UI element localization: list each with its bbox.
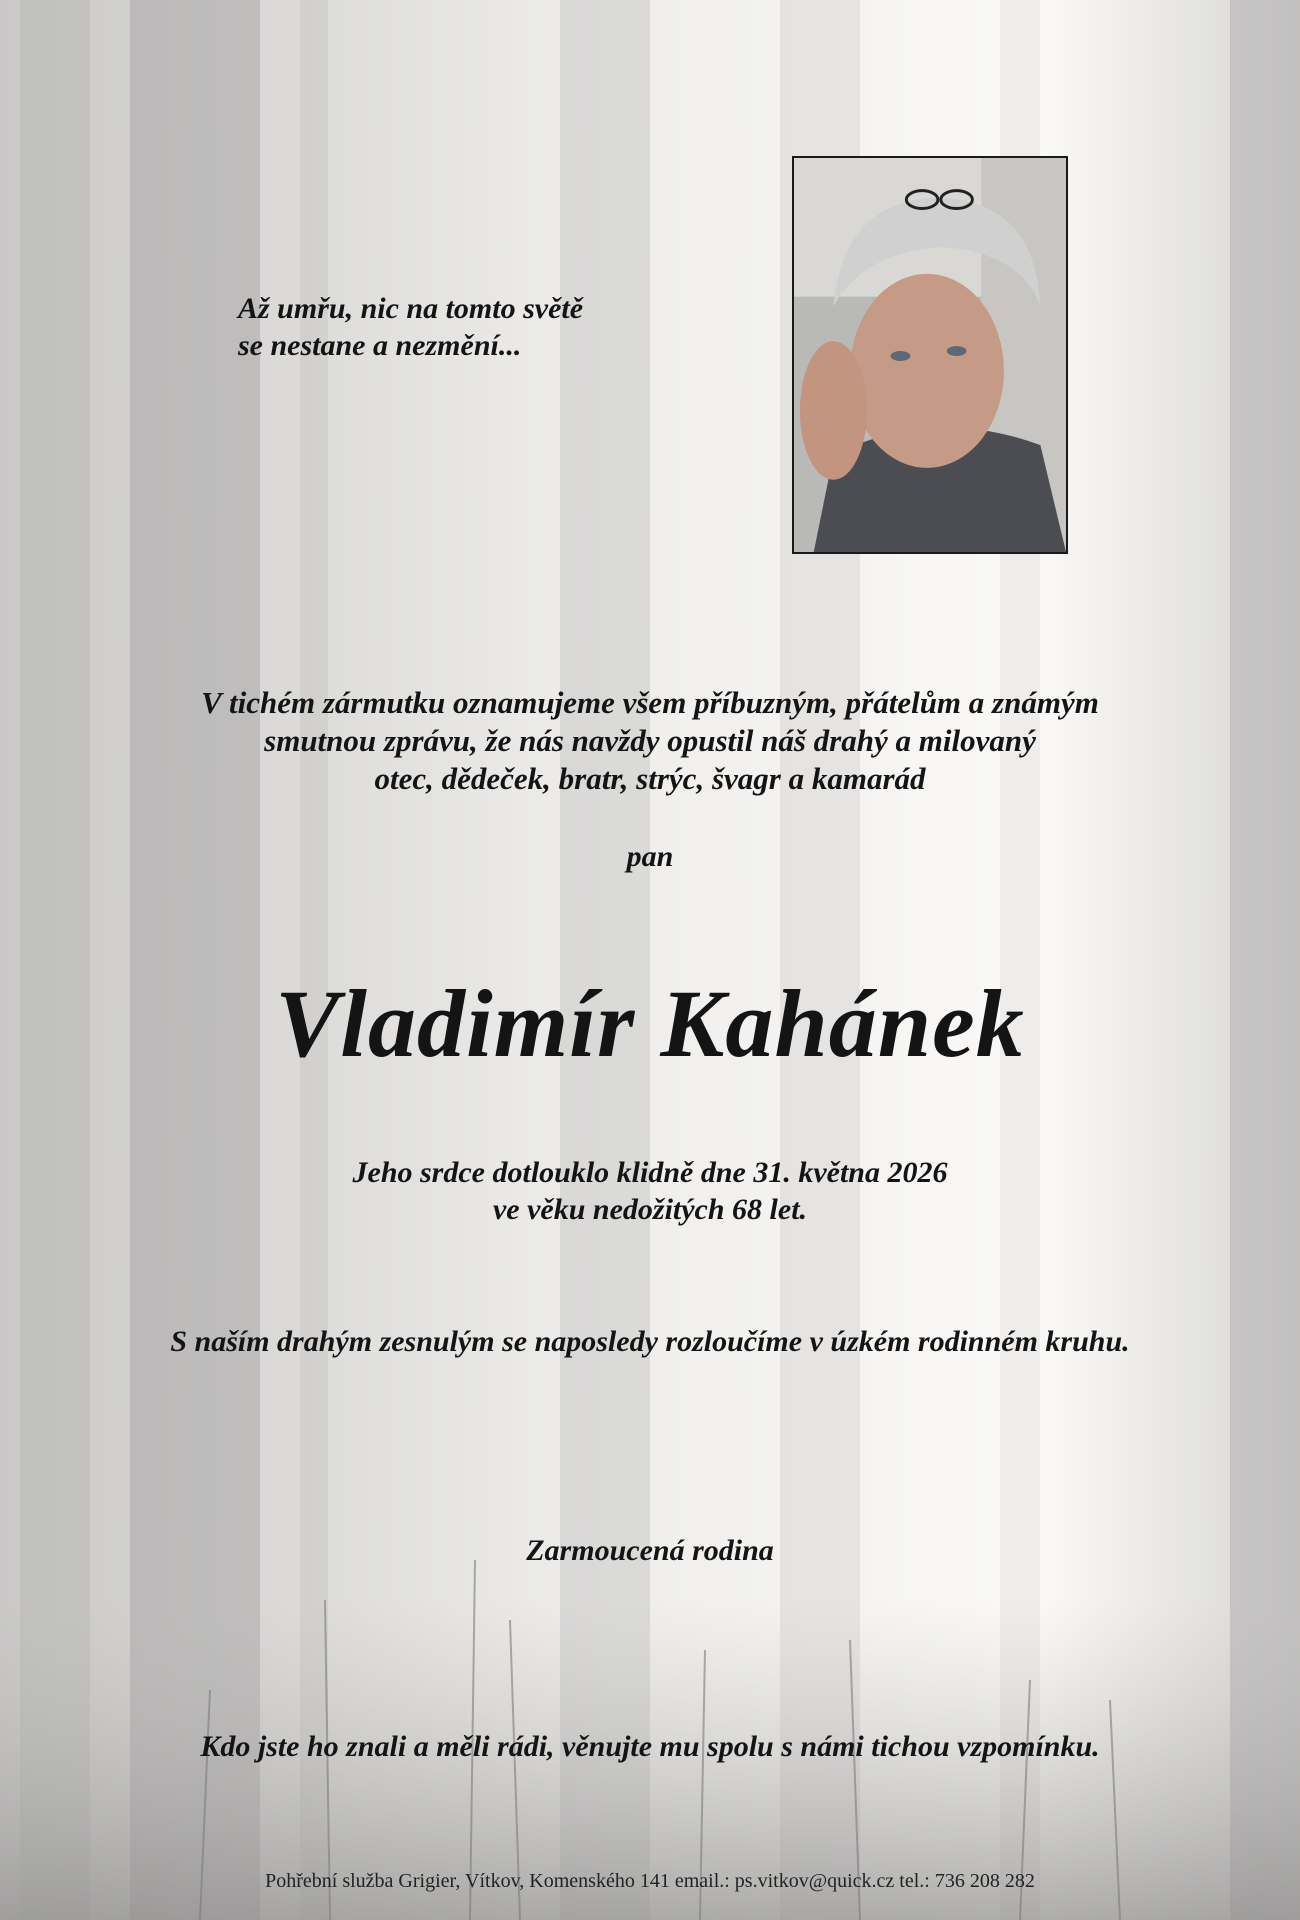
- death-line: ve věku nedožitých 68 let.: [492, 1193, 808, 1226]
- announcement-line: smutnou zprávu, že nás navždy opustil náš drahý a milovaný: [264, 723, 1036, 758]
- announcement-line: otec, dědeček, bratr, strýc, švagr a kamarád: [374, 761, 926, 796]
- death-notice: [0, 1154, 1300, 1228]
- memory-text: Kdo jste ho znali a měli rádi, věnujte mu spolu s námi tichou vzpomínku.: [200, 1730, 1100, 1763]
- deceased-name: Vladimír Kahánek: [275, 970, 1025, 1077]
- announcement-line: V tichém zármutku oznamujeme všem příbuzným, přátelům a známým: [201, 685, 1099, 720]
- portrait-photo: [792, 156, 1068, 554]
- salutation: pan: [626, 840, 674, 873]
- quote-line: se nestane a nezmění...: [238, 329, 522, 362]
- funeral-service-footer: Pohřební služba Grigier, Vítkov, Komenského 141 email.: ps.vitkov@quick.cz tel.: 736 208 282: [265, 1870, 1035, 1892]
- death-line: Jeho srdce dotlouklo klidně dne 31. května 2026: [352, 1156, 948, 1189]
- family-signature: Zarmoucená rodina: [526, 1534, 774, 1567]
- quote-line: Až umřu, nic na tomto světě: [238, 292, 584, 325]
- quote: [238, 290, 583, 364]
- announcement: [0, 684, 1300, 798]
- farewell-text: S naším drahým zesnulým se naposledy rozloučíme v úzkém rodinném kruhu.: [170, 1325, 1130, 1358]
